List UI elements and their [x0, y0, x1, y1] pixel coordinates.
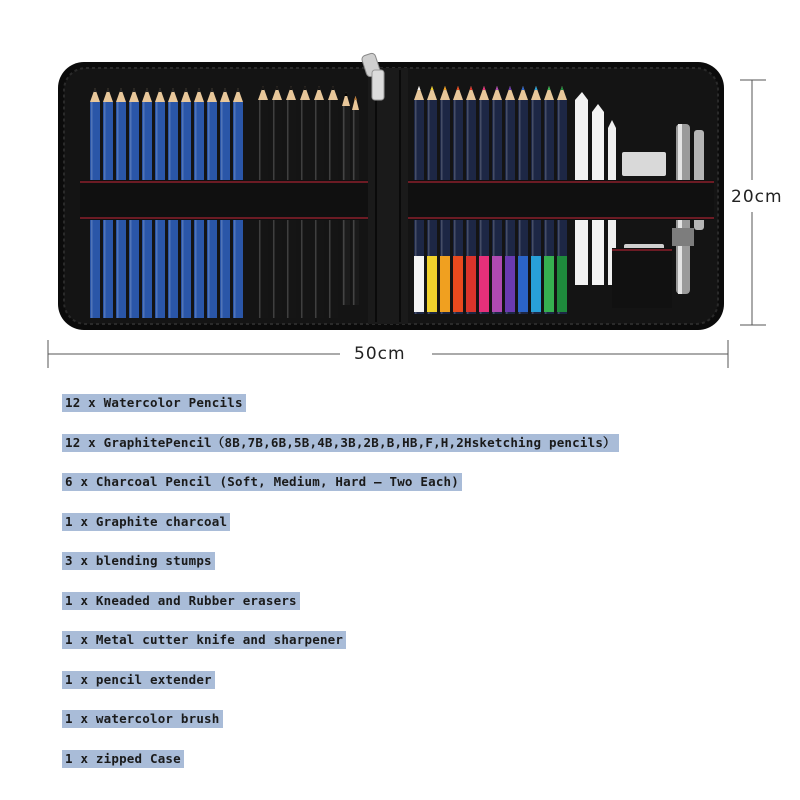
case-spine: [368, 68, 408, 324]
list-item: [62, 748, 619, 788]
item-text: 1 x Graphite charcoal: [62, 513, 230, 531]
item-text: 1 x watercolor brush: [62, 710, 223, 728]
item-text: 1 x Metal cutter knife and sharpener: [62, 631, 346, 649]
pencil-color-band: [427, 256, 437, 312]
item-text: 12 x Watercolor Pencils: [62, 394, 246, 412]
pencil-color-band: [518, 256, 528, 312]
product-photo: [0, 0, 800, 380]
item-text: 1 x zipped Case: [62, 750, 184, 768]
list-item: [62, 432, 619, 472]
list-item: [62, 590, 619, 630]
pencil-color-band: [505, 256, 515, 312]
contents-list: [62, 392, 619, 787]
pencil-color-band: [440, 256, 450, 312]
height-dimension-label: 20cm: [731, 187, 783, 207]
list-item: [62, 550, 619, 590]
list-item: [62, 392, 619, 432]
width-dimension-label: 50cm: [354, 344, 406, 364]
pencil-color-band: [466, 256, 476, 312]
list-item: [62, 471, 619, 511]
pencil-color-band: [557, 256, 567, 312]
list-item: [62, 511, 619, 551]
pencil-color-band: [479, 256, 489, 312]
pencil-color-band: [414, 256, 424, 312]
item-text: 1 x Kneaded and Rubber erasers: [62, 592, 300, 610]
list-item: [62, 708, 619, 748]
pencil-color-band: [492, 256, 502, 312]
list-item: [62, 629, 619, 669]
pencil-color-band: [544, 256, 554, 312]
item-text: 1 x pencil extender: [62, 671, 215, 689]
pencil-color-band: [453, 256, 463, 312]
item-text: 3 x blending stumps: [62, 552, 215, 570]
item-text: 12 x GraphitePencil（8B,7B,6B,5B,4B,3B,2B,B,HB,F,H,2Hsketching pencils）: [62, 434, 619, 452]
pencil-color-band: [531, 256, 541, 312]
list-item: [62, 669, 619, 709]
item-text: 6 x Charcoal Pencil (Soft, Medium, Hard – Two Each): [62, 473, 462, 491]
